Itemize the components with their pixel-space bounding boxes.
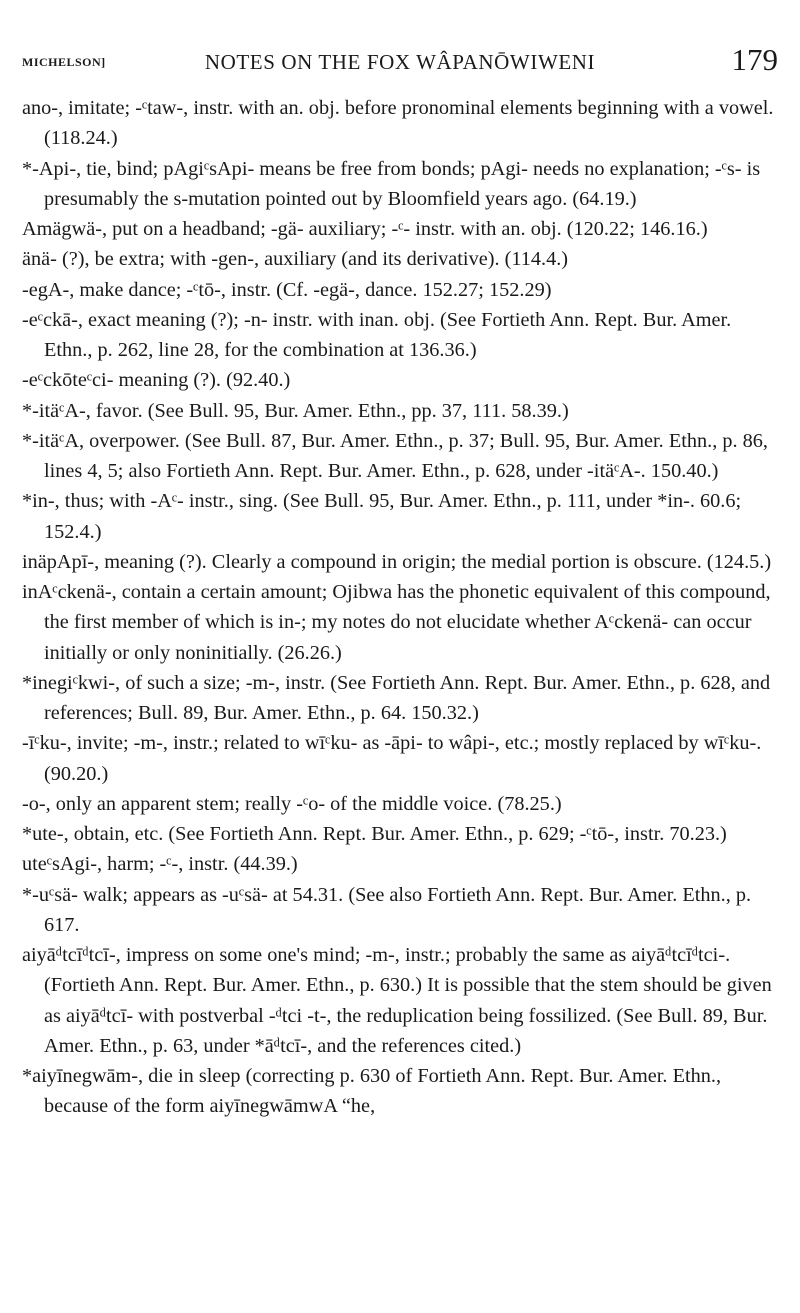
- glossary-entry: ano-, imitate; -ᶜtaw-, instr. with an. obj. before pronominal elements beginning with a vowel. (118.24.): [22, 97, 774, 150]
- glossary-entry: *ute-, obtain, etc. (See Fortieth Ann. Rept. Bur. Amer. Ethn., p. 629; -ᶜtō-, instr. 70.23.): [22, 823, 727, 845]
- glossary-entry: *-itäᶜA-, favor. (See Bull. 95, Bur. Amer. Ethn., pp. 37, 111. 58.39.): [22, 399, 569, 422]
- page-number: 179: [731, 42, 778, 77]
- glossary-entry: -o-, only an apparent stem; really -ᶜo- of the middle voice. (78.25.): [22, 792, 562, 815]
- title-running-head: NOTES ON THE FOX WÂPANŌWIWENI: [204, 50, 596, 74]
- author-running-head: MICHELSON]: [22, 55, 106, 69]
- glossary-entry: uteᶜsAgi-, harm; -ᶜ-, instr. (44.39.): [22, 853, 298, 876]
- glossary-entry: -egA-, make dance; -ᶜtō-, instr. (Cf. -egä-, dance. 152.27; 152.29): [22, 278, 552, 301]
- glossary-entry: aiyāᵈtcīᵈtcī-, impress on some one's mind; -m-, instr.; probably the same as aiyāᵈtcīᵈtci-. (Fortieth Ann. Rept. Bur. Amer. Ethn., p. 630.) It is possible that the stem should be given as aiyāᵈtcī- with postverbal -ᵈtci -t-, the reduplication being fossilized. (See Bull. 89, Bur. Amer. Ethn., p. 63, under *āᵈtcī-, and the references cited.): [22, 944, 772, 1057]
- glossary-entry: *aiyīnegwām-, die in sleep (correcting p. 630 of Fortieth Ann. Rept. Bur. Amer. Ethn., because of the form aiyīnegwāmwA “he,: [22, 1065, 722, 1118]
- glossary-entry: Amägwä-, put on a headband; -gä- auxiliary; -ᶜ- instr. with an. obj. (120.22; 146.16.): [22, 218, 708, 240]
- glossary-entry: *-Api-, tie, bind; pAgiᶜsApi- means be free from bonds; pAgi- needs no explanation; -ᶜs- is presumably the s-mutation pointed out by Bloomfield years ago. (64.19.): [22, 157, 761, 210]
- glossary-entry: -eᶜckōteᶜci- meaning (?). (92.40.): [22, 369, 291, 392]
- glossary-entry: inäpApī-, meaning (?). Clearly a compound in origin; the medial portion is obscure. (124.5.): [22, 550, 772, 573]
- glossary-entry: änä- (?), be extra; with -gen-, auxiliary (and its derivative). (114.4.): [22, 248, 569, 271]
- glossary-entry: *-itäᶜA, overpower. (See Bull. 87, Bur. Amer. Ethn., p. 37; Bull. 95, Bur. Amer. Ethn., p. 86, lines 4, 5; also Fortieth Ann. Rept. Bur. Amer. Ethn., p. 628, under -itäᶜA-. 150.40.): [22, 429, 768, 482]
- glossary-entry: -īᶜku-, invite; -m-, instr.; related to wīᶜku- as -āpi- to wâpi-, etc.; mostly replaced by wīᶜku-. (90.20.): [22, 732, 762, 785]
- glossary-entries: [22, 93, 778, 1122]
- glossary-entry: *-uᶜsä- walk; appears as -uᶜsä- at 54.31. (See also Fortieth Ann. Rept. Bur. Amer. Ethn., p. 617.: [22, 883, 752, 936]
- glossary-entry: -eᶜckā-, exact meaning (?); -n- instr. with inan. obj. (See Fortieth Ann. Rept. Bur. Amer. Ethn., p. 262, line 28, for the combination at 136.36.): [22, 308, 732, 361]
- glossary-entry: inAᶜckenä-, contain a certain amount; Ojibwa has the phonetic equivalent of this compound, the first member of which is in-; my notes do not elucidate whether Aᶜckenä- can occur initially or only noninitially. (26.26.): [22, 581, 771, 664]
- glossary-entry: *inegiᶜkwi-, of such a size; -m-, instr. (See Fortieth Ann. Rept. Bur. Amer. Ethn., p. 628, and references; Bull. 89, Bur. Amer. Ethn., p. 64. 150.32.): [22, 671, 771, 724]
- running-head: [22, 44, 778, 84]
- glossary-entry: *in-, thus; with -Aᶜ- instr., sing. (See Bull. 95, Bur. Amer. Ethn., p. 111, under *in-. 60.6; 152.4.): [22, 490, 742, 543]
